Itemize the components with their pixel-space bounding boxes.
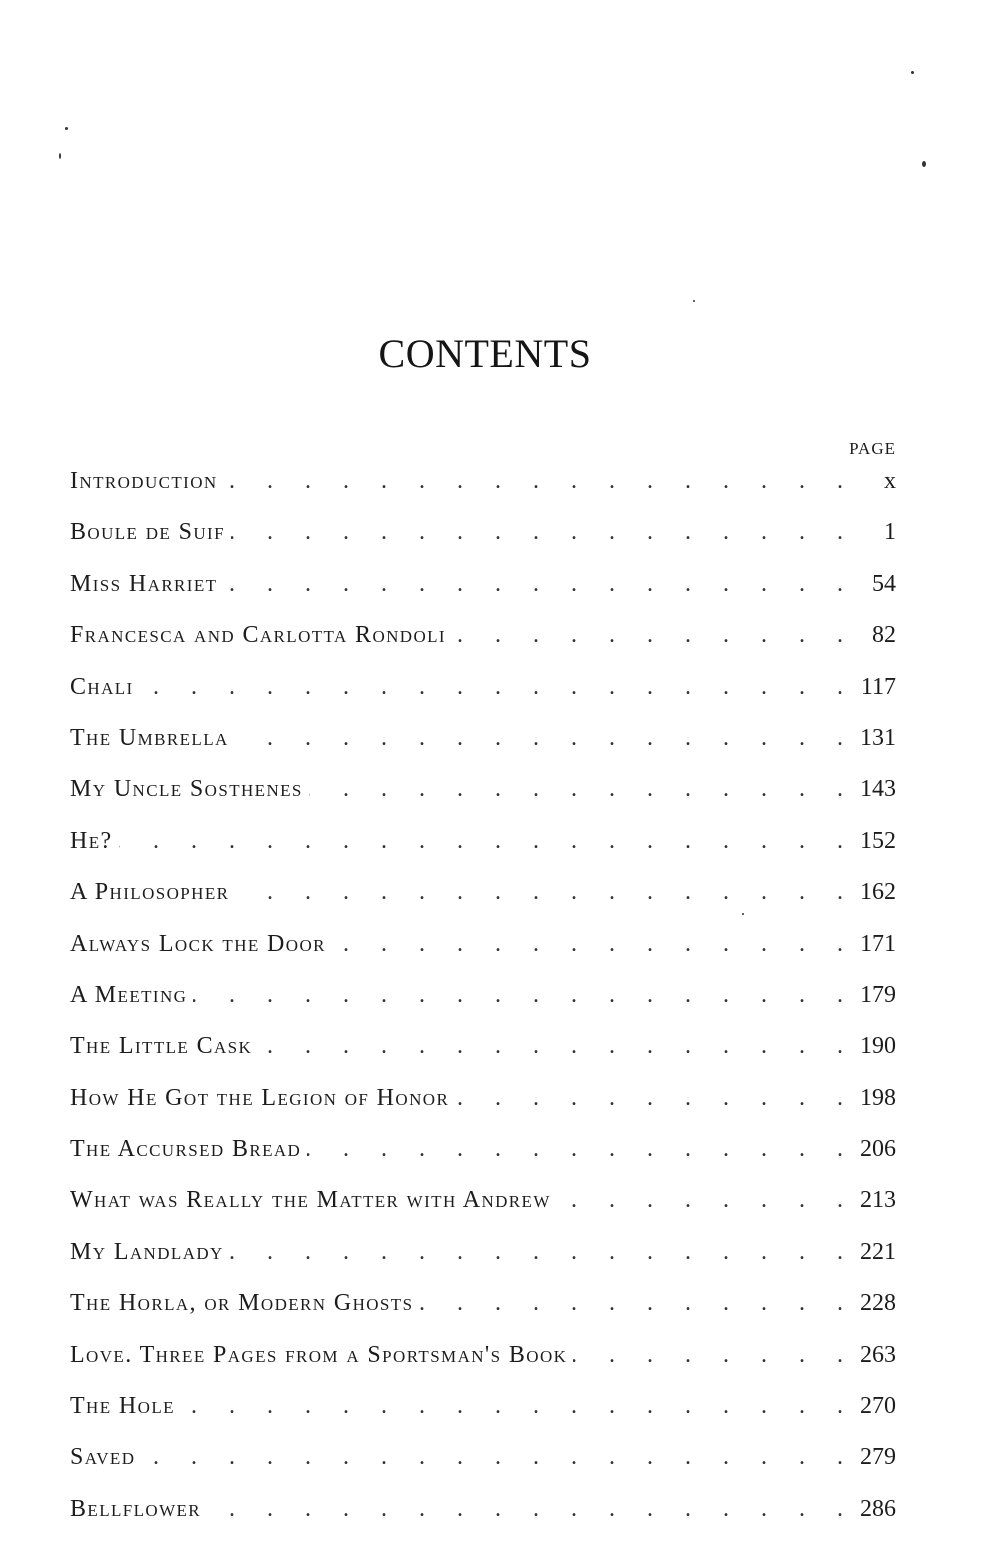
toc-entry <box>70 924 896 975</box>
dot-leader <box>231 512 856 552</box>
toc-entry-page: 286 <box>860 1495 896 1522</box>
dot-leader <box>141 1437 856 1477</box>
toc-entry-title: Chali <box>70 673 134 700</box>
toc-entry <box>70 718 896 769</box>
toc-entry <box>70 1129 896 1180</box>
toc-entry-title: The Little Cask <box>70 1033 253 1060</box>
dot-leader <box>207 1489 856 1529</box>
dot-leader <box>230 1232 856 1272</box>
toc-entry-page: 206 <box>860 1136 896 1163</box>
table-of-contents <box>70 461 896 1540</box>
dot-leader <box>140 667 856 707</box>
toc-entry-page: 54 <box>872 570 896 597</box>
dot-leader <box>119 821 856 861</box>
toc-entry <box>70 461 896 512</box>
toc-entry-title: My Landlady <box>70 1238 224 1265</box>
toc-entry-page: 152 <box>860 827 896 854</box>
toc-entry-title: Boule de Suif <box>70 519 225 546</box>
toc-entry <box>70 975 896 1026</box>
dot-leader <box>307 1129 856 1169</box>
toc-entry <box>70 1078 896 1129</box>
toc-entry <box>70 769 896 820</box>
toc-entry-page: 198 <box>860 1084 896 1111</box>
toc-entry-title: Love. Three Pages from a Sportsman's Book <box>70 1341 568 1368</box>
toc-entry-title: The Hole <box>70 1393 175 1420</box>
toc-entry-page: 171 <box>860 930 896 957</box>
toc-entry-title: What was Really the Matter with Andrew <box>70 1187 551 1214</box>
toc-entry-title: Saved <box>70 1444 136 1471</box>
toc-entry <box>70 1232 896 1283</box>
toc-entry-title: My Uncle Sosthenes <box>70 776 303 803</box>
toc-entry-page: 162 <box>860 879 896 906</box>
toc-entry <box>70 1335 896 1386</box>
toc-entry <box>70 1026 896 1077</box>
toc-entry-page: 270 <box>860 1393 896 1420</box>
toc-entry-title: The Umbrella <box>70 724 229 751</box>
dot-leader <box>455 1078 856 1118</box>
toc-entry-page: 263 <box>860 1341 896 1368</box>
toc-entry <box>70 1489 896 1540</box>
dot-leader <box>452 615 856 655</box>
dot-leader <box>332 924 856 964</box>
dot-leader <box>193 975 856 1015</box>
toc-entry-page: 213 <box>860 1187 896 1214</box>
page-title: CONTENTS <box>378 331 592 376</box>
page-column-label: PAGE <box>849 439 896 458</box>
dot-leader <box>419 1283 856 1323</box>
toc-entry-title: Miss Harriet <box>70 570 218 597</box>
toc-entry-title: Always Lock the Door <box>70 930 326 957</box>
print-speck <box>922 161 926 167</box>
toc-entry-page: 117 <box>860 673 896 700</box>
dot-leader <box>309 769 856 809</box>
toc-entry <box>70 615 896 666</box>
toc-entry-page: 143 <box>860 776 896 803</box>
toc-entry-title: The Horla, or Modern Ghosts <box>70 1290 414 1317</box>
toc-entry-page: 82 <box>872 622 896 649</box>
dot-leader <box>258 1026 856 1066</box>
print-speck <box>911 71 914 74</box>
toc-entry-page: 131 <box>860 724 896 751</box>
toc-entry <box>70 1437 896 1488</box>
toc-entry-title: He? <box>70 827 113 854</box>
toc-entry-title: Bellflower <box>70 1495 202 1522</box>
toc-entry <box>70 1386 896 1437</box>
toc-entry-page: 1 <box>884 519 896 546</box>
dot-leader <box>573 1335 856 1375</box>
print-speck <box>59 153 61 159</box>
toc-entry-title: How He Got the Legion of Honor <box>70 1084 450 1111</box>
toc-entry <box>70 1283 896 1334</box>
toc-entry-title: Francesca and Carlotta Rondoli <box>70 622 446 649</box>
toc-entry-page: 279 <box>860 1444 896 1471</box>
toc-entry-page: 179 <box>860 981 896 1008</box>
dot-leader <box>557 1180 856 1220</box>
toc-entry <box>70 564 896 615</box>
toc-entry <box>70 512 896 563</box>
dot-leader <box>181 1386 856 1426</box>
toc-entry-page: 221 <box>860 1238 896 1265</box>
toc-entry-title: The Accursed Bread <box>70 1136 302 1163</box>
toc-entry-title: Introduction <box>70 468 218 494</box>
dot-leader <box>235 872 856 912</box>
toc-entry-title: A Philosopher <box>70 879 230 906</box>
toc-entry <box>70 1180 896 1231</box>
print-speck <box>65 127 68 130</box>
toc-entry-page: x <box>884 468 896 494</box>
print-speck <box>693 300 695 302</box>
toc-entry-title: A Meeting <box>70 981 188 1008</box>
dot-leader <box>235 718 856 758</box>
toc-entry <box>70 872 896 923</box>
toc-entry-page: 228 <box>860 1290 896 1317</box>
toc-entry <box>70 821 896 872</box>
toc-entry-page: 190 <box>860 1033 896 1060</box>
toc-entry <box>70 667 896 718</box>
dot-leader <box>224 461 856 501</box>
dot-leader <box>223 564 856 604</box>
